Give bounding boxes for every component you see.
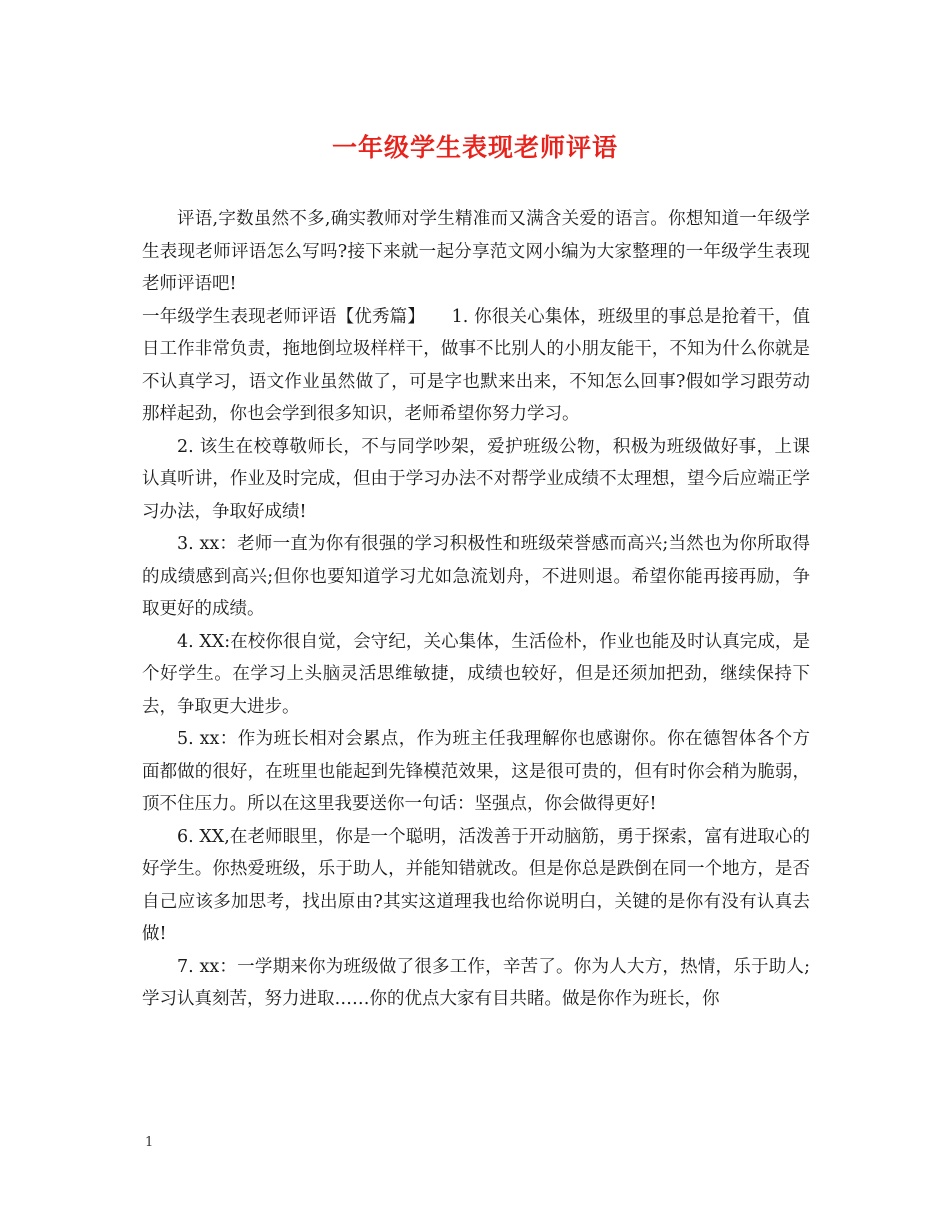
paragraph-comment-3: 3. xx：老师一直为你有很强的学习积极性和班级荣誉感而高兴;当然也为你所取得的成绩感到高兴;但你也要知道学习尤如急流划舟，不进则退。希望你能再接再励，争取更好的成绩。 [142,534,810,619]
page-number: 1 [145,1135,154,1150]
document-title: 一年级学生表现老师评语 [331,133,618,162]
document-body [142,203,810,1016]
paragraph-comment-1: 一年级学生表现老师评语【优秀篇】 1. 你很关心集体，班级里的事总是抢着干，值日工作非常负责，拖地倒垃圾样样干，做事不比别人的小朋友能干，不知为什么你就是不认真学习，语文作业虽然做了，可是字也默来出来，不知怎么回事?假如学习跟劳动那样起劲，你也会学到很多知识，老师希望你努力学习。 [142,306,810,424]
paragraph-comment-5: 5. xx：作为班长相对会累点，作为班主任我理解你也感谢你。你在德智体各个方面都做的很好，在班里也能起到先锋模范效果，这是很可贵的，但有时你会稍为脆弱，顶不住压力。所以在这里我要送你一句话：坚强点，你会做得更好! [142,729,810,814]
paragraph-comment-6: 6. XX,在老师眼里，你是一个聪明，活泼善于开动脑筋，勇于探索，富有进取心的好学生。你热爱班级，乐于助人，并能知错就改。但是你总是跌倒在同一个地方，是否自己应该多加思考，找出原由?其实这道理我也给你说明白，关键的是你有没有认真去做! [142,826,810,944]
paragraph-comment-4: 4. XX:在校你很自觉，会守纪，关心集体，生活俭朴，作业也能及时认真完成，是个好学生。在学习上头脑灵活思维敏捷，成绩也较好，但是还须加把劲，继续保持下去，争取更大进步。 [142,631,810,717]
paragraph-comment-7: 7. xx：一学期来你为班级做了很多工作，辛苦了。你为人大方，热情，乐于助人;学习认真刻苦，努力进取……你的优点大家有目共睹。做是你作为班长，你 [142,956,810,1009]
paragraph-comment-2: 2. 该生在校尊敬师长，不与同学吵架，爱护班级公物，积极为班级做好事，上课认真听讲，作业及时完成，但由于学习办法不对帮学业成绩不太理想，望今后应端正学习办法，争取好成绩! [142,436,810,522]
paragraph-intro: 评语,字数虽然不多,确实教师对学生精准而又满含关爱的语言。你想知道一年级学生表现老师评语怎么写吗?接下来就一起分享范文网小编为大家整理的一年级学生表现老师评语吧! [142,209,810,294]
